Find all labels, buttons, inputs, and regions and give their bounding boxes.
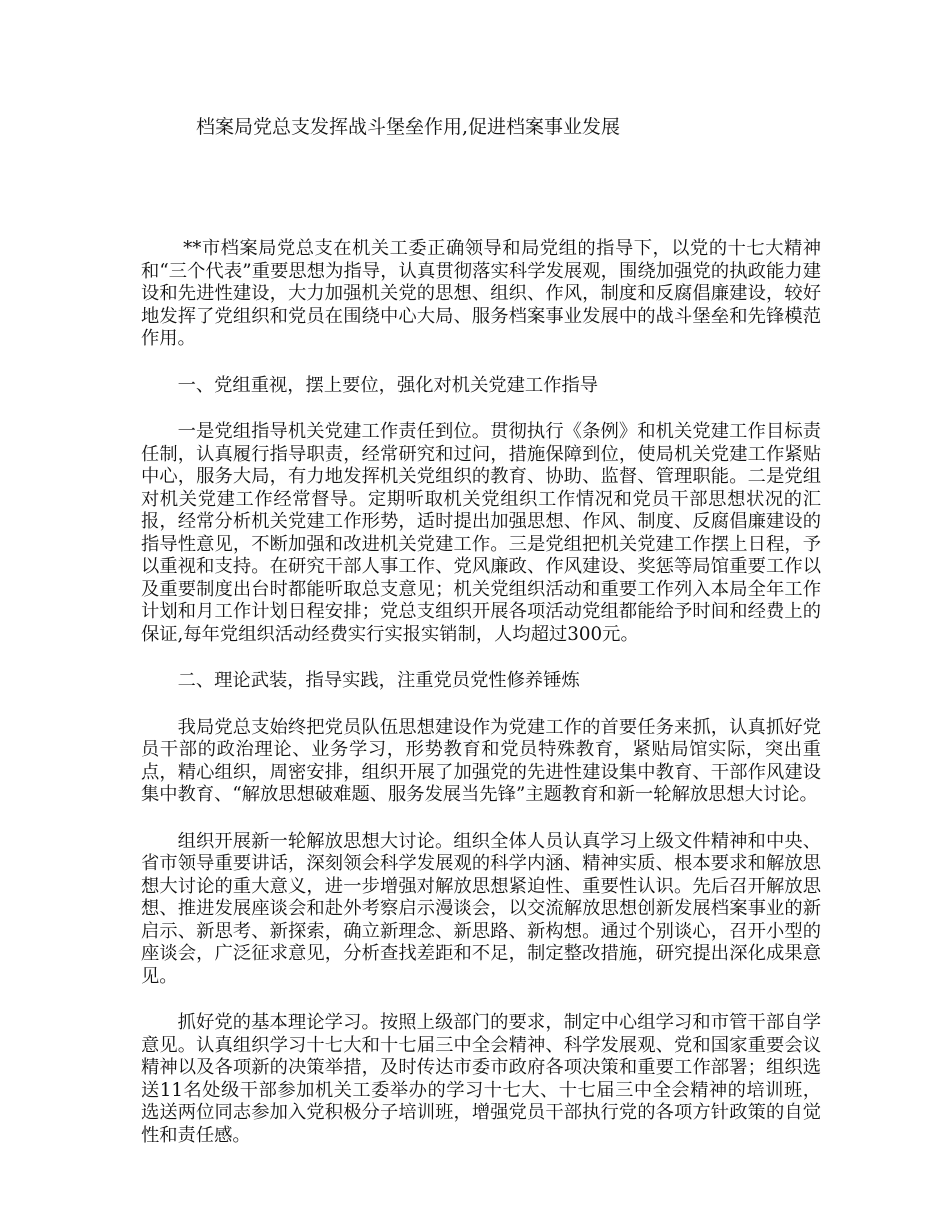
document-body xyxy=(141,238,821,1171)
intro-paragraph: **市档案局党总支在机关工委正确领导和局党组的指导下，以党的十七大精神和“三个代表”重要思想为指导，认真贯彻落实科学发展观，围绕加强党的执政能力建设和先进性建设，大力加强机关党的思想、组织、作风，制度和反腐倡廉建设，较好地发挥了党组织和党员在围绕中心大局、服务档案事业发展中的战斗堡垒和先锋模范作用。 xyxy=(141,238,821,349)
section-2-heading: 二、理论武装，指导实践，注重党员党性修养锤炼 xyxy=(177,670,580,691)
section-1-paragraph: 一是党组指导机关党建工作责任到位。贯彻执行《条例》和机关党建工作目标责任制，认真履行指导职责，经常研究和过问，措施保障到位，使局机关党建工作紧贴中心，服务大局，有力地发挥机关党组织的教育、协助、监督、管理职能。二是党组对机关党建工作经常督导。定期听取机关党组织工作情况和党员干部思想状况的汇报，经常分析机关党建工作形势，适时提出加强思想、作风、制度、反腐倡廉建设的指导性意见，不断加强和改进机关党建工作。三是党组把机关党建工作摆上日程，予以重视和支持。在研究干部人事工作、党风廉政、作风建设、奖惩等局馆重要工作以及重要制度出台时都能听取总支意见；机关党组织活动和重要工作列入本局全年工作计划和月工作计划日程安排；党总支组织开展各项活动党组都能给予时间和经费上的保证,每年党组织活动经费实行实报实销制，人均超过300元。 xyxy=(141,421,821,645)
section-2-paragraph-3: 抓好党的基本理论学习。按照上级部门的要求，制定中心组学习和市管干部自学意见。认真组织学习十七大和十七届三中全会精神、科学发展观、党和国家重要会议精神以及各项新的决策举措，及时传达市委市政府各项决策和重要工作部署；组织选送11名处级干部参加机关工委举办的学习十七大、十七届三中全会精神的培训班，选送两位同志参加入党积极分子培训班，增强党员干部执行党的各项方针政策的自觉性和责任感。 xyxy=(141,1012,821,1146)
document-title: 档案局党总支发挥战斗堡垒作用,促进档案事业发展 xyxy=(196,116,621,138)
section-1-heading: 一、党组重视，摆上要位，强化对机关党建工作指导 xyxy=(177,374,599,396)
section-2-paragraph-1: 我局党总支始终把党员队伍思想建设作为党建工作的首要任务来抓，认真抓好党员干部的政治理论、业务学习，形势教育和党员特殊教育，紧贴局馆实际，突出重点，精心组织，周密安排，组织开展了加强党的先进性建设集中教育、干部作风建设集中教育、“解放思想破难题、服务发展当先锋”主题教育和新一轮解放思想大讨论。 xyxy=(141,716,821,805)
section-2-paragraph-2: 组织开展新一轮解放思想大讨论。组织全体人员认真学习上级文件精神和中央、省市领导重要讲话，深刻领会科学发展观的科学内涵、精神实质、根本要求和解放思想大讨论的重大意义，进一步增强对解放思想紧迫性、重要性认识。先后召开解放思想、推进发展座谈会和赴外考察启示漫谈会，以交流解放思想创新发展档案事业的新启示、新思考、新探索，确立新理念、新思路、新构想。通过个别谈心，召开小型的座谈会，广泛征求意见，分析查找差距和不足，制定整改措施，研究提出深化成果意见。 xyxy=(141,830,821,987)
